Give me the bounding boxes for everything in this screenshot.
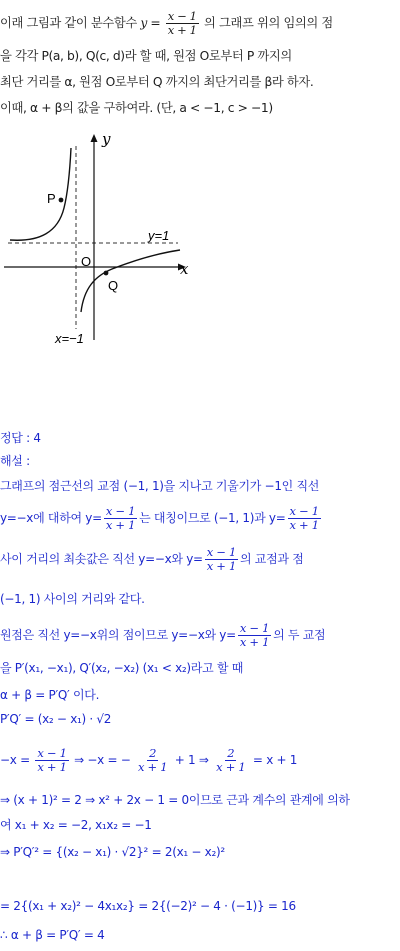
fraction-numerator: x − 1: [105, 504, 136, 518]
fraction-denominator: x + 1: [105, 518, 136, 532]
answer-line: 정답 : 4: [0, 431, 41, 445]
solution-fraction-7: [214, 747, 247, 774]
solution-fraction-4: [238, 622, 271, 649]
fraction-denominator: x + 1: [37, 760, 67, 774]
fraction-numerator: x − 1: [167, 9, 197, 23]
solution-line-9-text-b: ⇒ −x = −: [70, 753, 134, 767]
solution-line-14: ∴ α + β = P′Q′ = 4: [0, 928, 105, 942]
left-branch-curve: [10, 148, 71, 240]
horizontal-asymptote-label: y=1: [148, 228, 170, 243]
fraction-denominator: x + 1: [167, 23, 197, 37]
function-lhs: y =: [140, 16, 164, 30]
problem-line-1: [0, 10, 333, 37]
solution-fraction-2: [288, 505, 321, 532]
x-axis-label: x: [180, 260, 189, 278]
solution-fraction-1: [104, 505, 137, 532]
solution-line-3: [0, 546, 304, 573]
solution-line-8: P′Q′ = (x₂ − x₁) · √2: [0, 712, 112, 726]
point-p-marker: [59, 198, 64, 203]
fraction-denominator: x + 1: [289, 518, 319, 532]
solution-line-11: 여 x₁ + x₂ = −2, x₁x₂ = −1: [0, 818, 152, 832]
fraction-numerator: x − 1: [289, 504, 319, 518]
solution-line-5-text-b: 의 두 교점: [273, 628, 326, 642]
problem-line-3: 최단 거리를 α, 원점 O로부터 Q 까지의 최단거리를 β라 하자.: [0, 75, 314, 89]
explanation-header: 해설 :: [0, 454, 30, 468]
solution-fraction-6: [136, 747, 169, 774]
problem-line-2: 을 각각 P(a, b), Q(c, d)라 할 때, 원점 O로부터 P 까지의: [0, 49, 292, 63]
solution-line-7: α + β = P′Q′ 이다.: [0, 688, 100, 702]
fraction-numerator: 2: [227, 746, 235, 760]
solution-line-3-text-b: 의 교점과 점: [240, 552, 304, 566]
origin-label: O: [81, 254, 92, 269]
fraction-numerator: 2: [149, 746, 157, 760]
fraction-numerator: x − 1: [206, 545, 236, 559]
right-branch-curve: [81, 250, 180, 312]
point-q-marker: [104, 271, 109, 276]
solution-line-9: [0, 747, 297, 774]
solution-line-9-text-d: = x + 1: [249, 753, 298, 767]
solution-fraction-5: [35, 747, 68, 774]
problem-line-1-text-a: 이래 그림과 같이 분수함수: [0, 16, 141, 30]
solution-line-2-text-b: 는 대칭이므로 (−1, 1)과 y=: [139, 511, 286, 525]
solution-line-1: 그래프의 점근선의 교점 (−1, 1)을 지나고 기울기가 −1인 직선: [0, 479, 320, 493]
fraction-numerator: x − 1: [37, 746, 67, 760]
problem-line-1-text-b: 의 그래프 위의 임의의 점: [200, 16, 333, 30]
y-axis-label: y: [102, 130, 111, 148]
point-q-label: Q: [108, 278, 119, 293]
solution-line-10: ⇒ (x + 1)² = 2 ⇒ x² + 2x − 1 = 0이므로 근과 계수의 관계에 의하: [0, 793, 350, 807]
vertical-asymptote-label: x=−1: [55, 331, 84, 346]
solution-line-9-text-c: + 1 ⇒: [171, 753, 213, 767]
fraction-denominator: x + 1: [206, 559, 236, 573]
solution-line-2: [0, 505, 323, 532]
function-fraction: [166, 10, 199, 37]
solution-line-2-text-a: y=−x에 대하여 y=: [0, 511, 102, 525]
solution-fraction-3: [205, 546, 238, 573]
y-axis-arrow: [91, 134, 98, 142]
fraction-numerator: x − 1: [239, 621, 270, 635]
solution-line-3-text-a: 사이 거리의 최솟값은 직선 y=−x와 y=: [0, 552, 203, 566]
solution-line-4: (−1, 1) 사이의 거리와 같다.: [0, 592, 145, 606]
fraction-denominator: x + 1: [138, 760, 168, 774]
function-graph: [0, 126, 200, 351]
fraction-denominator: x + 1: [216, 760, 246, 774]
solution-line-12: ⇒ P′Q′² = {(x₂ − x₁) · √2}² = 2(x₁ − x₂)²: [0, 845, 225, 859]
solution-line-13: = 2{(x₁ + x₂)² − 4x₁x₂} = 2{(−2)² − 4 · (−1)} = 16: [0, 899, 296, 913]
solution-line-6: 을 P′(x₁, −x₁), Q′(x₂, −x₂) (x₁ < x₂)라고 할 때: [0, 661, 243, 675]
solution-line-9-text-a: −x =: [0, 753, 34, 767]
point-p-label: P: [47, 191, 56, 206]
problem-line-4: 이때, α + β의 값을 구하여라. (단, a < −1, c > −1): [0, 101, 273, 115]
solution-line-5-text-a: 원점은 직선 y=−x위의 점이므로 y=−x와 y=: [0, 628, 236, 642]
solution-line-5: [0, 622, 325, 649]
fraction-denominator: x + 1: [239, 635, 270, 649]
